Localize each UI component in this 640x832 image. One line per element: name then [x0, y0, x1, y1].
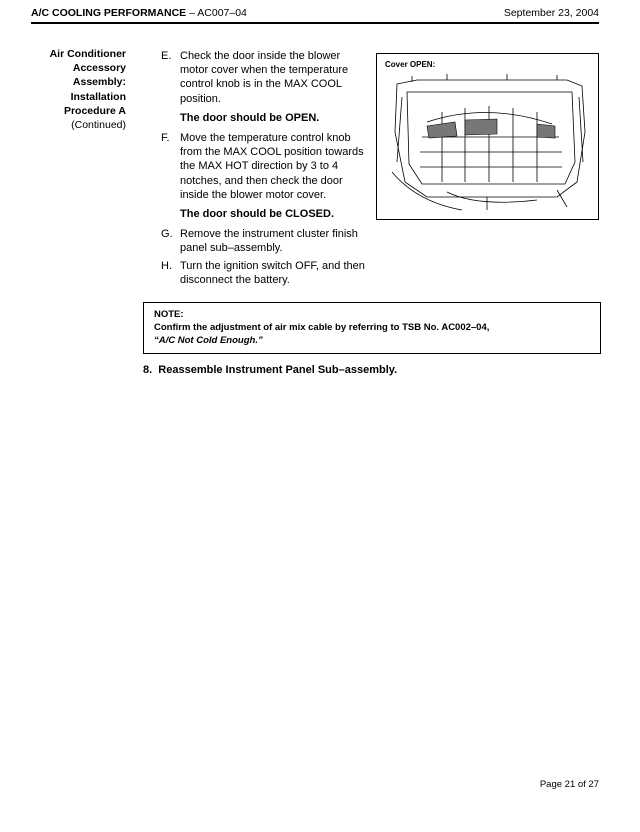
step-text: Move the temperature control knob from the MAX COOL position towards the MAX HOT direction by 3 to 4 notches, and then check the door inside the blower motor cover.	[180, 132, 364, 201]
note-title: NOTE:	[154, 309, 184, 320]
door-flap-middle	[465, 119, 497, 135]
side-heading-line: Installation	[70, 90, 126, 103]
step-h	[161, 259, 366, 287]
step-letter: F.	[161, 132, 170, 145]
blower-cover-illustration	[387, 72, 590, 212]
step-text: Check the door inside the blower motor cover when the temperature control knob is in the MAX COOL position.	[180, 50, 349, 105]
step-letter: E.	[161, 50, 172, 62]
note-reference: “A/C Not Cold Enough.”	[154, 335, 263, 346]
header-date: September 23, 2004	[503, 7, 599, 19]
side-heading-line: Procedure A	[63, 104, 126, 117]
side-heading	[50, 47, 126, 132]
step-e	[161, 49, 366, 125]
step-g	[161, 227, 366, 255]
step-letter: G.	[161, 228, 173, 241]
door-flap-left	[427, 122, 457, 138]
header-title-code: – AC007–04	[186, 7, 247, 19]
step-f	[161, 131, 366, 221]
page-header	[31, 7, 599, 27]
step-text: Remove the instrument cluster finish panel sub–assembly.	[180, 228, 358, 255]
note-box	[143, 302, 601, 354]
figure-caption: Cover OPEN:	[385, 60, 436, 69]
side-heading-line: Air Conditioner	[49, 48, 126, 60]
header-title-bold: A/C COOLING PERFORMANCE	[31, 7, 187, 19]
step-letter: H.	[161, 259, 172, 272]
side-heading-line: Assembly:	[72, 76, 126, 89]
side-heading-continued: (Continued)	[71, 119, 126, 132]
page-number: Page 21 of 27	[539, 779, 599, 790]
step-text: Turn the ignition switch OFF, and then disconnect the battery.	[180, 259, 365, 286]
note-body: Confirm the adjustment of air mix cable by referring to TSB No. AC002–04,	[154, 322, 490, 333]
procedure-steps	[161, 49, 366, 290]
header-rule	[31, 22, 599, 24]
side-heading-line: Accessory	[72, 62, 126, 75]
step-result: The door should be CLOSED.	[180, 208, 334, 221]
step-result: The door should be OPEN.	[180, 111, 320, 124]
section-heading: 8. Reassemble Instrument Panel Sub–assembly.	[143, 364, 398, 376]
cover-open-figure	[376, 53, 599, 220]
door-flap-right	[537, 124, 555, 138]
header-title	[31, 7, 247, 19]
